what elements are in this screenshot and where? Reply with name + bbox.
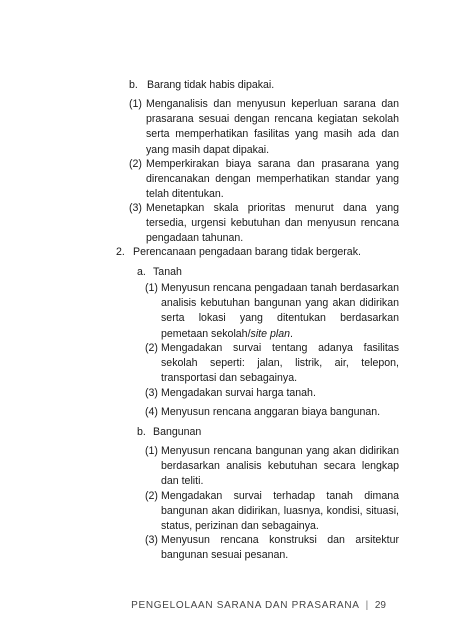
list-item-b2 — [129, 157, 399, 203]
list-item-a2 — [145, 341, 399, 387]
list-item-a4 — [145, 405, 399, 420]
list-marker: (3) — [145, 534, 158, 546]
list-marker: (2) — [129, 158, 142, 170]
footer-title: PENGELOLAAN SARANA DAN PRASARANA — [131, 600, 360, 611]
list-marker: 2. — [116, 246, 125, 258]
list-item-b — [129, 78, 389, 93]
list-text: Memperkirakan biaya sarana dan prasarana yang direncanakan dengan memperhatikan standar yang telah ditentukan. — [146, 158, 399, 201]
list-text: Mengadakan survai tentang adanya fasilitas sekolah seperti: jalan, listrik, air, telepon, transportasi dan sebagainya. — [161, 342, 399, 385]
list-item-bb3 — [145, 533, 399, 563]
list-item-a — [137, 265, 337, 280]
list-marker: (2) — [145, 490, 158, 502]
page-footer — [0, 600, 453, 611]
list-marker: (4) — [145, 406, 158, 418]
list-marker: (1) — [145, 445, 158, 457]
page-number: 29 — [374, 600, 386, 611]
list-text: Mengadakan survai terhadap tanah dimana bangunan akan didirikan, luasnya, kondisi, situasi, status, perizinan dan sebagainya. — [161, 490, 399, 533]
list-item-a3 — [145, 386, 399, 401]
list-text: Menetapkan skala prioritas menurut dana yang tersedia, urgensi kebutuhan dan menyusun rencana pengadaan tahunan. — [146, 202, 399, 245]
list-text: Tanah — [153, 266, 182, 278]
list-text: Menyusun rencana konstruksi dan arsitektur bangunan sesuai pesanan. — [161, 534, 399, 562]
list-item-bb1 — [145, 444, 399, 490]
list-text: Menyusun rencana bangunan yang akan didirikan berdasarkan analisis kebutuhan secara lengkap dan teliti. — [161, 445, 399, 488]
list-item-b3 — [129, 201, 399, 247]
section-heading: Perencanaan pengadaan barang tidak bergerak. — [133, 246, 361, 258]
list-text: Mengadakan survai harga tanah. — [161, 387, 316, 399]
list-text: Bangunan — [153, 426, 202, 438]
list-item-a1 — [145, 281, 399, 342]
list-text: Menyusun rencana anggaran biaya bangunan. — [161, 406, 381, 418]
list-text-italic: site plan — [250, 327, 290, 340]
list-item-bb2 — [145, 489, 399, 535]
list-text: Menganalisis dan menyusun keperluan sarana dan prasarana sesuai dengan rencana kegiatan sekolah serta memperhatikan fasilitas yang masih ada dan yang masih dapat dipakai. — [146, 98, 399, 156]
list-marker: a. — [137, 266, 146, 278]
list-text — [161, 281, 399, 342]
list-marker: (2) — [145, 342, 158, 354]
list-marker: b. — [129, 79, 138, 91]
list-text-end: . — [290, 327, 293, 340]
list-item-2 — [116, 245, 406, 260]
list-item-b-bangunan — [137, 425, 337, 440]
list-marker: b. — [137, 426, 146, 438]
list-marker: (3) — [145, 387, 158, 399]
list-marker: (1) — [129, 98, 142, 110]
list-text-main: Menyusun rencana pengadaan tanah berdasarkan analisis kebutuhan bangunan yang akan didirikan serta lokasi yang ditentukan berdasarkan pemetaan sekolah/ — [161, 282, 399, 340]
list-marker: (1) — [145, 282, 158, 294]
list-marker: (3) — [129, 202, 142, 214]
list-text: Barang tidak habis dipakai. — [147, 79, 275, 91]
list-item-b1 — [129, 97, 399, 158]
footer-separator: | — [365, 600, 369, 611]
